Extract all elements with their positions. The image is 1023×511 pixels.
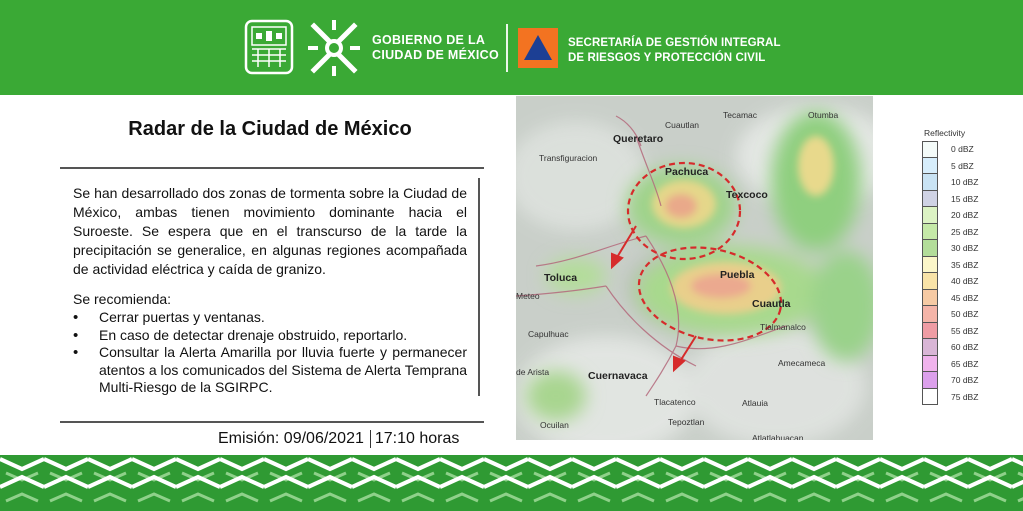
- footer-chevron: [402, 494, 434, 501]
- proteccion-civil-logo: [518, 28, 558, 68]
- map-label-texcoco: Texcoco: [726, 189, 768, 201]
- footer-chevron: [138, 494, 170, 501]
- footer-chevron: [924, 477, 968, 487]
- footer-chevron: [182, 494, 214, 501]
- footer-chevron: [264, 459, 308, 469]
- footer-chevron: [484, 459, 528, 469]
- footer-chevron: [974, 494, 1006, 501]
- divider-top: [60, 167, 484, 169]
- legend-swatch: [922, 356, 938, 373]
- footer-chevron: [534, 494, 566, 501]
- map-label-toluca: Toluca: [544, 272, 578, 284]
- footer-chevron: [572, 477, 616, 487]
- legend-row: [922, 158, 1012, 175]
- map-label-cuernavaca: Cuernavaca: [588, 370, 648, 382]
- footer-chevron: [886, 494, 918, 501]
- radar-map: [516, 96, 873, 440]
- footer-pattern: [0, 455, 1023, 511]
- footer-chevron: [880, 459, 924, 469]
- legend-swatch: [922, 191, 938, 208]
- emission-time: 17:10 horas: [374, 430, 460, 448]
- recommendation-item: • Consultar la Alerta Amarilla por lluvia fuerte y permanecer atentos a los comunicados del Sistema de Alerta Temprana Multi-Riesgo de la SGIRPC.: [73, 344, 467, 397]
- footer-chevron: [440, 477, 484, 487]
- legend-label: 0 dBZ: [951, 144, 974, 155]
- legend-label: 30 dBZ: [951, 243, 979, 254]
- legend-label: 35 dBZ: [951, 259, 979, 270]
- legend-swatch: [922, 306, 938, 323]
- legend-row: [922, 257, 1012, 274]
- map-label-atlatlahuacan: Atlatlahuacan: [752, 433, 804, 440]
- footer-chevron: [270, 494, 302, 501]
- legend-label: 20 dBZ: [951, 210, 979, 221]
- footer-chevron: [132, 477, 176, 487]
- map-label-tecamac: Tecamac: [723, 110, 758, 120]
- footer-chevron: [220, 477, 264, 487]
- footer-chevron: [704, 477, 748, 487]
- map-label-pachuca: Pachuca: [665, 166, 709, 178]
- footer-chevron: [616, 477, 660, 487]
- footer-chevron: [622, 494, 654, 501]
- secretaria-text: [568, 36, 781, 66]
- legend-row: [922, 191, 1012, 208]
- footer-chevron: [352, 459, 396, 469]
- legend-label: 45 dBZ: [951, 292, 979, 303]
- map-label-cuautla: Cuautla: [752, 298, 791, 310]
- map-label-amecameca: Amecameca: [778, 358, 826, 368]
- footer-chevron: [842, 494, 874, 501]
- legend-swatch: [922, 240, 938, 257]
- map-label-tepoztlan: Tepoztlan: [668, 417, 705, 427]
- recommendation-item: • Cerrar puertas y ventanas.: [73, 309, 467, 327]
- footer-chevron: [792, 459, 836, 469]
- footer-chevron: [396, 477, 440, 487]
- chevron-pattern: [0, 455, 1023, 511]
- footer-chevron: [880, 477, 924, 487]
- divider-bottom: [60, 421, 484, 423]
- footer-chevron: [308, 459, 352, 469]
- legend-row: [922, 290, 1012, 307]
- footer-chevron: [968, 459, 1012, 469]
- legend-swatch: [922, 174, 938, 191]
- legend-swatch: [922, 224, 938, 241]
- radar-image: [516, 96, 873, 440]
- footer-chevron: [578, 494, 610, 501]
- legend-row: [922, 273, 1012, 290]
- map-label-queretaro: Queretaro: [613, 133, 664, 145]
- legend-label: 10 dBZ: [951, 177, 979, 188]
- gobierno-line-2: CIUDAD DE MÉXICO: [372, 48, 500, 62]
- page-title: Radar de la Ciudad de México: [128, 118, 412, 140]
- legend-row: [922, 141, 1012, 158]
- footer-chevron: [792, 477, 836, 487]
- footer-chevron: [6, 494, 38, 501]
- footer-chevron: [314, 494, 346, 501]
- map-label-tlalmanalco: Tlalmanalco: [760, 322, 806, 332]
- footer-chevron: [930, 494, 962, 501]
- footer-chevron: [358, 494, 390, 501]
- legend-rows: [922, 141, 1012, 405]
- legend-label: 50 dBZ: [951, 309, 979, 320]
- map-label-de-arista: de Arista: [516, 367, 550, 377]
- legend-row: [922, 339, 1012, 356]
- footer-chevron: [50, 494, 82, 501]
- legend-label: 75 dBZ: [951, 391, 979, 402]
- legend-label: 25 dBZ: [951, 226, 979, 237]
- legend-row: [922, 240, 1012, 257]
- footer-chevron: [308, 477, 352, 487]
- footer-chevron: [616, 459, 660, 469]
- footer-chevron: [44, 459, 88, 469]
- footer-chevron: [440, 459, 484, 469]
- footer-chevron: [660, 459, 704, 469]
- legend-swatch: [922, 207, 938, 224]
- legend-swatch: [922, 290, 938, 307]
- cdmx-shield-logo: [244, 19, 294, 75]
- footer-chevron: [226, 494, 258, 501]
- footer-chevron: [660, 477, 704, 487]
- header-bar: [0, 0, 1023, 95]
- footer-chevron: [446, 494, 478, 501]
- map-label-puebla: Puebla: [720, 269, 755, 281]
- footer-chevron: [572, 459, 616, 469]
- footer-chevron: [396, 459, 440, 469]
- report-body: [60, 178, 480, 396]
- gobierno-cdmx-text: [372, 33, 499, 63]
- map-label-ocuilan: Ocuilan: [540, 420, 569, 430]
- footer-chevron: [924, 459, 968, 469]
- legend-swatch: [922, 158, 938, 175]
- footer-chevron: [490, 494, 522, 501]
- footer-chevron: [666, 494, 698, 501]
- legend-label: 40 dBZ: [951, 276, 979, 287]
- legend-swatch: [922, 389, 938, 406]
- map-label-otumba: Otumba: [808, 110, 839, 120]
- legend-row: [922, 224, 1012, 241]
- map-label-atlauia: Atlauia: [742, 398, 768, 408]
- footer-chevron: [94, 494, 126, 501]
- recommendation-item: • En caso de detectar drenaje obstruido, reportarlo.: [73, 327, 467, 345]
- secretaria-line-2: DE RIESGOS Y PROTECCIÓN CIVIL: [568, 52, 766, 64]
- footer-chevron: [1012, 477, 1023, 487]
- footer-chevron: [754, 494, 786, 501]
- footer-chevron: [176, 477, 220, 487]
- footer-chevron: [484, 477, 528, 487]
- legend-row: [922, 356, 1012, 373]
- storm-description: Se han desarrollado dos zonas de tormenta sobre la Ciudad de México, ambas tienen movimiento dominante hacia el Suroeste. Se espera que en el transcurso de la tarde la precipitación se generalice, en algunas regiones acompañada de actividad eléctrica y caída de granizo.: [73, 185, 467, 277]
- footer-chevron: [176, 459, 220, 469]
- legend-row: [922, 174, 1012, 191]
- secretaria-line-1: SECRETARÍA DE GESTIÓN INTEGRAL: [568, 37, 781, 49]
- gobierno-line-1: GOBIERNO DE LA: [372, 33, 486, 47]
- legend-label: 15 dBZ: [951, 193, 979, 204]
- legend-swatch: [922, 141, 938, 158]
- footer-chevron: [748, 477, 792, 487]
- footer-chevron: [710, 494, 742, 501]
- legend-label: 5 dBZ: [951, 160, 974, 171]
- legend-swatch: [922, 257, 938, 274]
- footer-chevron: [132, 459, 176, 469]
- legend-label: 70 dBZ: [951, 375, 979, 386]
- footer-chevron: [0, 459, 44, 469]
- legend-label: 55 dBZ: [951, 325, 979, 336]
- legend-swatch: [922, 323, 938, 340]
- footer-chevron: [836, 459, 880, 469]
- legend-row: [922, 306, 1012, 323]
- footer-chevron: [836, 477, 880, 487]
- footer-chevron: [528, 477, 572, 487]
- footer-chevron: [798, 494, 830, 501]
- footer-chevron: [704, 459, 748, 469]
- recommendations-list: [73, 309, 467, 397]
- map-label-metepec: Meteo: [516, 291, 540, 301]
- footer-chevron: [528, 459, 572, 469]
- emission-info: [218, 430, 459, 448]
- header-divider: [506, 24, 508, 72]
- triangle-icon: [518, 28, 558, 68]
- legend-row: [922, 207, 1012, 224]
- legend-swatch: [922, 339, 938, 356]
- footer-chevron: [1018, 473, 1023, 480]
- footer-chevron: [1012, 459, 1023, 469]
- emission-separator: [370, 430, 371, 448]
- legend-label: 60 dBZ: [951, 342, 979, 353]
- footer-chevron: [88, 477, 132, 487]
- footer-chevron: [748, 459, 792, 469]
- footer-chevron: [44, 477, 88, 487]
- emission-date: Emisión: 09/06/2021: [218, 430, 364, 448]
- reflectivity-legend: [922, 128, 1012, 405]
- footer-chevron: [220, 459, 264, 469]
- footer-chevron: [264, 477, 308, 487]
- recommend-label: Se recomienda:: [73, 291, 172, 307]
- cdmx-x-logo: [306, 16, 362, 80]
- legend-swatch: [922, 372, 938, 389]
- legend-label: 65 dBZ: [951, 358, 979, 369]
- legend-swatch: [922, 273, 938, 290]
- map-label-transfiguracion: Transfiguracion: [539, 153, 598, 163]
- footer-chevron: [352, 477, 396, 487]
- footer-chevron: [968, 477, 1012, 487]
- legend-row: [922, 389, 1012, 406]
- legend-title: Reflectivity: [924, 128, 966, 138]
- legend-row: [922, 372, 1012, 389]
- map-label-capulhuac: Capulhuac: [528, 329, 569, 339]
- map-label-tlacatenco: Tlacatenco: [654, 397, 696, 407]
- map-label-cuautlan: Cuautlan: [665, 120, 700, 130]
- footer-chevron: [88, 459, 132, 469]
- legend-row: [922, 323, 1012, 340]
- footer-chevron: [0, 477, 44, 487]
- footer-chevron: [1018, 494, 1023, 501]
